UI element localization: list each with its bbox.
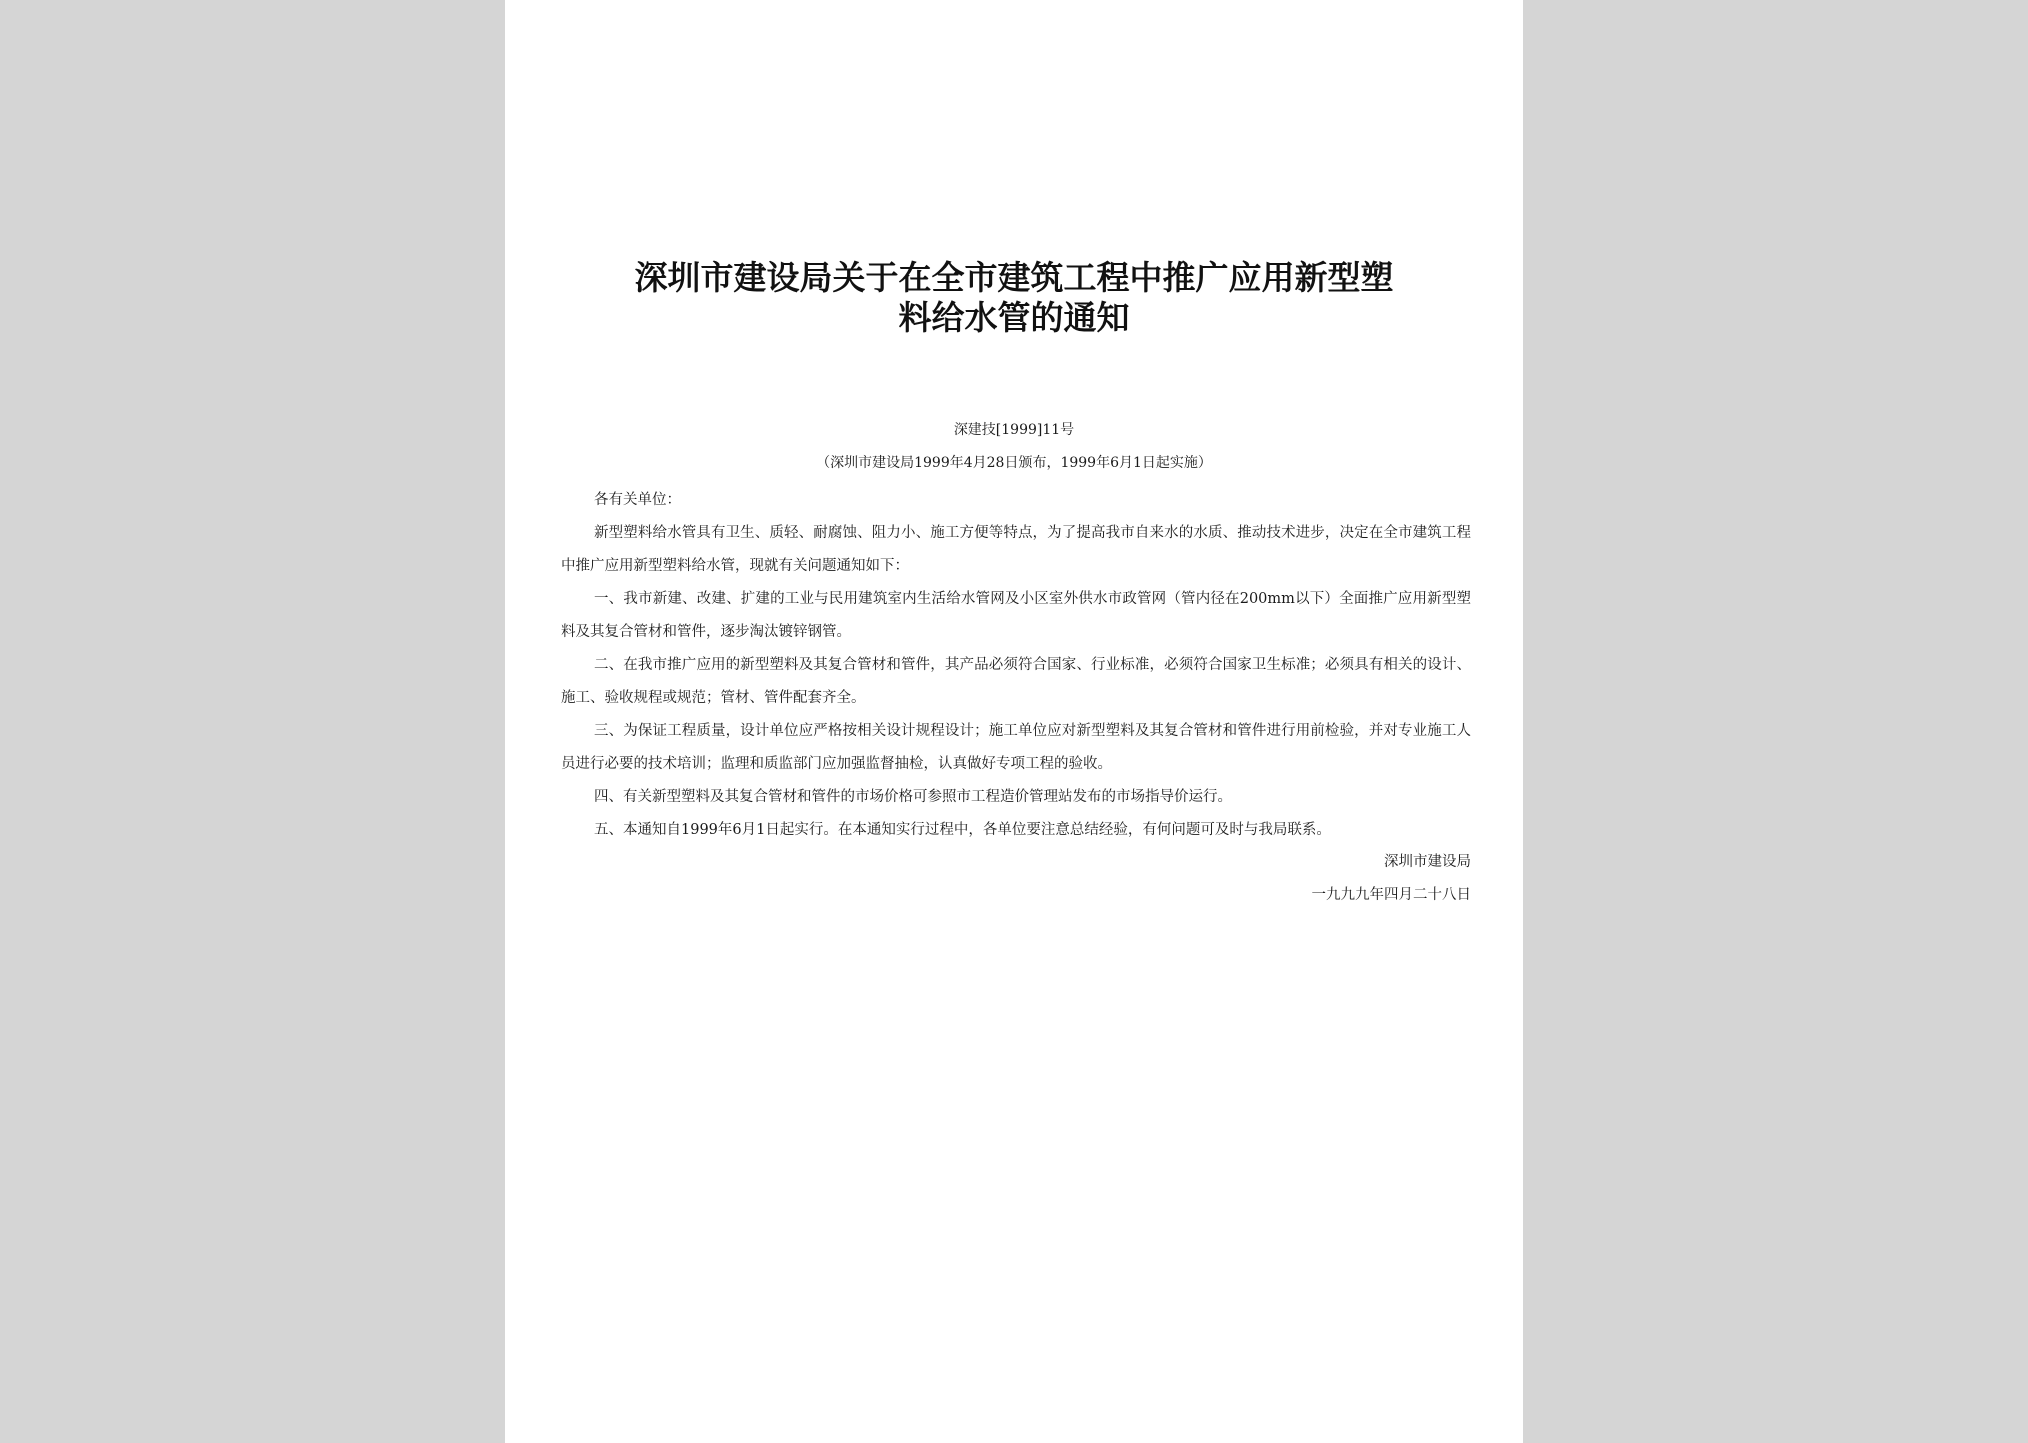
document-number: 深建技[1999]11号 [953,422,1075,438]
item-paragraph: 二、在我市推广应用的新型塑料及其复合管材和管件，其产品必须符合国家、行业标准，必须符合国家卫生标准；必须具有相关的设计、施工、验收规程或规范；管材、管件配套齐全。 [561,657,1471,706]
signature-date: 一九九九年四月二十八日 [1311,887,1471,903]
document-title-line-1: 深圳市建设局关于在全市建筑工程中推广应用新型塑 [634,258,1394,297]
signature-block [1312,846,1472,912]
document-page [505,0,1523,1443]
item-paragraph: 三、为保证工程质量，设计单位应严格按相关设计规程设计；施工单位应对新型塑料及其复合管材和管件进行用前检验，并对专业施工人员进行必要的技术培训；监理和质监部门应加强监督抽检，认真做好专项工程的验收。 [561,723,1471,772]
salutation: 各有关单位： [594,492,681,508]
document-title-line-2: 料给水管的通知 [898,298,1130,337]
document-body [561,484,1471,847]
intro-paragraph: 新型塑料给水管具有卫生、质轻、耐腐蚀、阻力小、施工方便等特点，为了提高我市自来水的水质、推动技术进步，决定在全市建筑工程中推广应用新型塑料给水管，现就有关问题通知如下： [561,525,1471,574]
item-paragraph: 五、本通知自1999年6月1日起实行。在本通知实行过程中，各单位要注意总结经验，有何问题可及时与我局联系。 [594,822,1331,838]
item-paragraph: 四、有关新型塑料及其复合管材和管件的市场价格可参照市工程造价管理站发布的市场指导价运行。 [594,789,1232,805]
item-paragraph: 一、我市新建、改建、扩建的工业与民用建筑室内生活给水管网及小区室外供水市政管网（管内径在200mm以下）全面推广应用新型塑料及其复合管材和管件，逐步淘汰镀锌钢管。 [561,591,1471,640]
issue-note: （深圳市建设局1999年4月28日颁布，1999年6月1日起实施） [816,455,1212,471]
document-title [565,258,1463,338]
signer: 深圳市建设局 [1384,854,1471,870]
